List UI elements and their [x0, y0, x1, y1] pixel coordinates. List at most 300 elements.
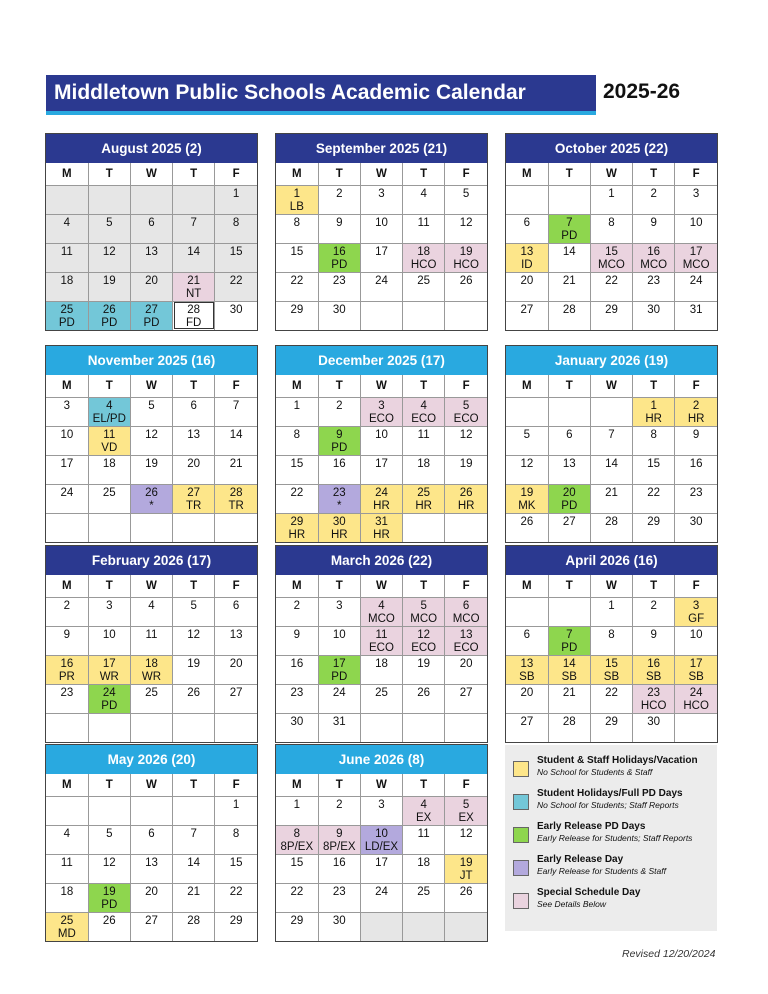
day-number: 5 [462, 187, 470, 200]
week-row [46, 597, 257, 626]
day-number: 2 [336, 798, 343, 811]
day-number: 28 [562, 303, 576, 316]
day-cell [675, 626, 717, 655]
day-number: 23 [332, 486, 346, 499]
legend-item-holiday [513, 755, 709, 778]
day-number: 18 [417, 245, 431, 258]
weekday-header: T [548, 575, 590, 597]
week-row [506, 684, 717, 713]
day-number: 16 [689, 457, 703, 470]
day-code: PD [331, 258, 348, 271]
weekday-header: T [633, 375, 675, 397]
day-number: 4 [63, 216, 71, 229]
day-cell [46, 655, 88, 684]
day-cell [215, 484, 257, 513]
week-row [276, 713, 487, 742]
day-cell [276, 272, 318, 301]
weekday-header: F [675, 163, 717, 185]
day-number: 22 [290, 486, 304, 499]
day-cell [675, 426, 717, 455]
day-code: PD [143, 316, 160, 329]
month-grid [46, 575, 257, 742]
week-row [276, 912, 487, 941]
day-cell [445, 214, 487, 243]
day-number: 31 [689, 303, 703, 316]
day-cell [590, 513, 632, 542]
day-cell [360, 796, 402, 825]
weekday-header: T [403, 774, 445, 796]
day-number: 24 [689, 686, 703, 699]
day-cell [215, 397, 257, 426]
day-code: ECO [411, 412, 437, 425]
day-cell [590, 243, 632, 272]
day-number: 29 [647, 515, 661, 528]
day-number: 23 [332, 274, 346, 287]
day-number: 18 [60, 274, 74, 287]
day-code: PD [101, 316, 118, 329]
day-cell [130, 397, 172, 426]
day-number: 18 [145, 657, 158, 670]
day-cell [506, 185, 548, 214]
day-cell [506, 484, 548, 513]
day-cell [633, 301, 675, 330]
legend [505, 745, 717, 931]
day-number: 27 [520, 303, 534, 316]
day-cell [548, 655, 590, 684]
day-number: 21 [605, 486, 618, 499]
day-cell [590, 684, 632, 713]
week-row [506, 272, 717, 301]
day-number: 1 [608, 187, 615, 200]
day-number: 9 [692, 428, 700, 441]
weekday-header: M [46, 575, 88, 597]
weekday-header: T [633, 163, 675, 185]
day-number: 7 [608, 428, 615, 441]
day-number: 15 [605, 657, 618, 670]
weekday-header: F [215, 163, 257, 185]
day-cell [318, 272, 360, 301]
day-cell [318, 713, 360, 742]
day-number: 11 [60, 856, 73, 869]
day-cell [215, 455, 257, 484]
legend-title: Early Release PD Days [537, 821, 646, 832]
day-cell [633, 455, 675, 484]
week-row [276, 883, 487, 912]
day-number: 25 [417, 274, 431, 287]
day-number: 26 [459, 274, 473, 287]
day-cell [130, 484, 172, 513]
day-cell [215, 597, 257, 626]
week-row [46, 243, 257, 272]
day-cell [506, 597, 548, 626]
day-cell [360, 684, 402, 713]
day-number: 17 [332, 657, 346, 670]
legend-subtitle: No School for Students & Staff [537, 767, 653, 777]
day-cell [130, 597, 172, 626]
weekday-header: T [548, 163, 590, 185]
day-cell [88, 713, 130, 742]
month-grid [46, 163, 257, 330]
day-number: 28 [229, 486, 243, 499]
day-number: 17 [102, 657, 116, 670]
day-cell [46, 713, 88, 742]
day-number: 24 [375, 274, 388, 287]
day-code: MCO [598, 258, 625, 271]
day-number: 8 [650, 428, 657, 441]
day-cell [403, 426, 445, 455]
day-number: 18 [375, 657, 388, 670]
month-header: May 2026 (20) [46, 745, 257, 774]
month-header: March 2026 (22) [276, 546, 487, 575]
day-number: 20 [145, 274, 158, 287]
weekday-header: M [506, 575, 548, 597]
day-cell [403, 272, 445, 301]
month-5 [505, 345, 718, 543]
weekday-header: T [88, 575, 130, 597]
day-number: 11 [60, 245, 73, 258]
day-cell [215, 243, 257, 272]
day-number: 14 [229, 428, 243, 441]
weekday-header: T [548, 375, 590, 397]
day-number: 10 [375, 827, 388, 840]
day-code: PD [101, 699, 118, 712]
day-cell [88, 626, 130, 655]
day-cell [46, 214, 88, 243]
day-cell [590, 484, 632, 513]
month-grid [276, 163, 487, 330]
day-cell [215, 513, 257, 542]
day-cell [590, 713, 632, 742]
day-number: 11 [145, 628, 158, 641]
week-row [46, 513, 257, 542]
day-code: * [149, 499, 154, 512]
month-6 [45, 545, 258, 743]
day-cell [675, 301, 717, 330]
weekday-header: T [318, 375, 360, 397]
day-code: HR [687, 412, 705, 425]
day-number: 6 [566, 428, 573, 441]
weekday-header: F [215, 375, 257, 397]
day-cell [445, 513, 487, 542]
weekday-header: T [173, 375, 215, 397]
day-number: 30 [689, 515, 703, 528]
day-cell [173, 513, 215, 542]
day-cell [46, 912, 88, 941]
day-cell [46, 597, 88, 626]
day-number: 3 [106, 599, 113, 612]
month-9 [45, 744, 258, 942]
week-row [276, 426, 487, 455]
week-row [46, 272, 257, 301]
day-code: GF [688, 612, 705, 625]
revised-date: Revised 12/20/2024 [622, 948, 716, 960]
day-cell [506, 243, 548, 272]
day-cell [318, 426, 360, 455]
day-cell [88, 684, 130, 713]
legend-swatch [513, 827, 529, 843]
weekday-header: T [318, 163, 360, 185]
day-number: 3 [378, 798, 385, 811]
weekday-header: T [633, 575, 675, 597]
day-number: 11 [375, 628, 388, 641]
day-code: SB [688, 670, 704, 683]
day-cell [548, 713, 590, 742]
month-header: April 2026 (16) [506, 546, 717, 575]
day-number: 8 [608, 628, 615, 641]
day-number: 12 [520, 457, 534, 470]
day-number: 22 [229, 885, 243, 898]
day-cell [318, 214, 360, 243]
day-number: 19 [520, 486, 534, 499]
day-cell [276, 854, 318, 883]
day-cell [360, 455, 402, 484]
day-code: LB [289, 200, 304, 213]
day-number: 12 [145, 428, 158, 441]
day-cell [88, 455, 130, 484]
day-cell [360, 655, 402, 684]
day-number: 16 [290, 657, 304, 670]
day-cell [633, 214, 675, 243]
day-number: 20 [520, 686, 534, 699]
day-cell [173, 597, 215, 626]
day-number: 19 [102, 885, 116, 898]
day-cell [360, 883, 402, 912]
day-cell [173, 626, 215, 655]
day-number: 30 [647, 303, 661, 316]
day-number: 11 [417, 827, 430, 840]
day-number: 7 [190, 827, 197, 840]
week-row [276, 597, 487, 626]
day-number: 4 [378, 599, 385, 612]
day-cell [506, 397, 548, 426]
day-number: 20 [145, 885, 158, 898]
day-code: HR [457, 499, 475, 512]
day-code: ECO [369, 412, 394, 425]
day-number: 3 [378, 399, 385, 412]
day-cell [88, 796, 130, 825]
day-code: NT [185, 287, 202, 300]
day-number: 2 [692, 399, 700, 412]
week-row [506, 713, 717, 742]
month-grid [46, 375, 257, 542]
week-row [46, 185, 257, 214]
day-number: 2 [336, 187, 343, 200]
day-cell [590, 214, 632, 243]
day-number: 26 [459, 885, 473, 898]
day-cell [445, 713, 487, 742]
month-grid [276, 774, 487, 941]
week-row [276, 455, 487, 484]
day-cell [88, 426, 130, 455]
day-number: 25 [375, 686, 388, 699]
legend-subtitle: No School for Students; Staff Reports [537, 800, 679, 810]
day-number: 1 [293, 798, 301, 811]
day-number: 13 [520, 245, 534, 258]
week-row [276, 272, 487, 301]
weekday-header: W [590, 375, 632, 397]
day-number: 14 [187, 245, 201, 258]
day-cell [130, 426, 172, 455]
month-grid [276, 375, 487, 542]
day-code: MK [518, 499, 536, 512]
calendar-title [46, 75, 596, 115]
legend-subtitle: Early Release for Students & Staff [537, 866, 666, 876]
day-number: 14 [187, 856, 201, 869]
day-number: 22 [290, 274, 304, 287]
day-cell [88, 185, 130, 214]
day-code: MCO [410, 612, 438, 625]
day-number: 6 [462, 599, 470, 612]
legend-subtitle: Early Release for Students; Staff Reports [537, 833, 693, 843]
day-number: 22 [647, 486, 661, 499]
day-number: 8 [293, 428, 301, 441]
day-cell [276, 912, 318, 941]
day-number: 15 [290, 457, 304, 470]
day-number: 11 [417, 428, 430, 441]
day-number: 6 [148, 827, 155, 840]
day-number: 6 [148, 216, 155, 229]
weekday-header: T [403, 375, 445, 397]
day-number: 9 [293, 628, 301, 641]
day-number: 15 [229, 856, 243, 869]
day-number: 4 [420, 798, 427, 811]
day-number: 25 [60, 914, 74, 927]
day-cell [130, 626, 172, 655]
weekday-header: W [360, 375, 402, 397]
day-code: PD [561, 641, 578, 654]
day-cell [88, 272, 130, 301]
day-cell [675, 513, 717, 542]
day-cell [360, 214, 402, 243]
weekday-header: M [276, 575, 318, 597]
day-number: 5 [462, 798, 470, 811]
day-cell [548, 185, 590, 214]
day-cell [276, 455, 318, 484]
weekday-header: F [445, 375, 487, 397]
day-number: 2 [336, 399, 343, 412]
day-code: ECO [411, 641, 437, 654]
day-number: 27 [187, 486, 201, 499]
week-row [46, 397, 257, 426]
day-cell [46, 455, 88, 484]
day-cell [88, 513, 130, 542]
day-number: 27 [520, 715, 534, 728]
day-code: MD [57, 927, 76, 940]
day-number: 3 [336, 599, 343, 612]
day-cell [360, 912, 402, 941]
day-cell [276, 484, 318, 513]
month-header: September 2025 (21) [276, 134, 487, 163]
day-number: 15 [290, 245, 304, 258]
day-code: HCO [453, 258, 479, 271]
day-cell [403, 912, 445, 941]
day-number: 30 [332, 303, 346, 316]
day-number: 4 [420, 399, 427, 412]
day-cell [46, 684, 88, 713]
day-number: 9 [650, 628, 657, 641]
day-code: SB [561, 670, 577, 683]
day-cell [88, 655, 130, 684]
day-cell [173, 854, 215, 883]
day-number: 21 [187, 274, 201, 287]
day-number: 3 [378, 187, 385, 200]
weekday-header: T [403, 163, 445, 185]
day-number: 9 [336, 827, 343, 840]
day-cell [445, 397, 487, 426]
day-cell [215, 883, 257, 912]
week-row [276, 513, 487, 542]
week-row [46, 426, 257, 455]
day-cell [276, 397, 318, 426]
day-cell [46, 272, 88, 301]
day-cell [675, 397, 717, 426]
day-number: 27 [562, 515, 576, 528]
day-cell [130, 243, 172, 272]
weekday-header: M [46, 375, 88, 397]
day-cell [403, 825, 445, 854]
day-code: FD [185, 316, 202, 329]
weekday-header: T [173, 774, 215, 796]
day-cell [445, 272, 487, 301]
day-number: 26 [520, 515, 534, 528]
day-cell [130, 713, 172, 742]
day-code: PR [58, 670, 75, 683]
day-code: PD [561, 499, 578, 512]
day-number: 19 [102, 274, 116, 287]
day-cell [173, 272, 215, 301]
day-number: 12 [459, 216, 473, 229]
day-number: 29 [229, 914, 243, 927]
week-row [46, 883, 257, 912]
day-number: 10 [60, 428, 74, 441]
day-code: HCO [410, 258, 437, 271]
day-cell [130, 301, 172, 330]
day-cell [445, 243, 487, 272]
day-number: 9 [336, 428, 343, 441]
day-cell [675, 684, 717, 713]
day-number: 28 [605, 515, 618, 528]
day-number: 13 [229, 628, 243, 641]
day-number: 12 [417, 628, 431, 641]
day-number: 20 [459, 657, 473, 670]
day-number: 5 [420, 599, 427, 612]
day-cell [173, 397, 215, 426]
weekday-header: W [590, 575, 632, 597]
day-cell [276, 597, 318, 626]
day-number: 8 [608, 216, 615, 229]
day-cell [506, 272, 548, 301]
day-cell [445, 796, 487, 825]
day-cell [403, 854, 445, 883]
day-number: 17 [375, 457, 388, 470]
day-cell [318, 597, 360, 626]
day-code: 8P/EX [280, 840, 314, 853]
day-code: MCO [682, 258, 710, 271]
day-number: 19 [187, 657, 201, 670]
day-cell [506, 713, 548, 742]
day-number: 25 [102, 486, 116, 499]
day-cell [675, 214, 717, 243]
day-cell [403, 655, 445, 684]
weekday-header: F [675, 375, 717, 397]
day-cell [360, 301, 402, 330]
day-cell [403, 185, 445, 214]
day-cell [276, 684, 318, 713]
day-cell [46, 426, 88, 455]
day-cell [633, 655, 675, 684]
day-cell [675, 484, 717, 513]
week-row [506, 243, 717, 272]
